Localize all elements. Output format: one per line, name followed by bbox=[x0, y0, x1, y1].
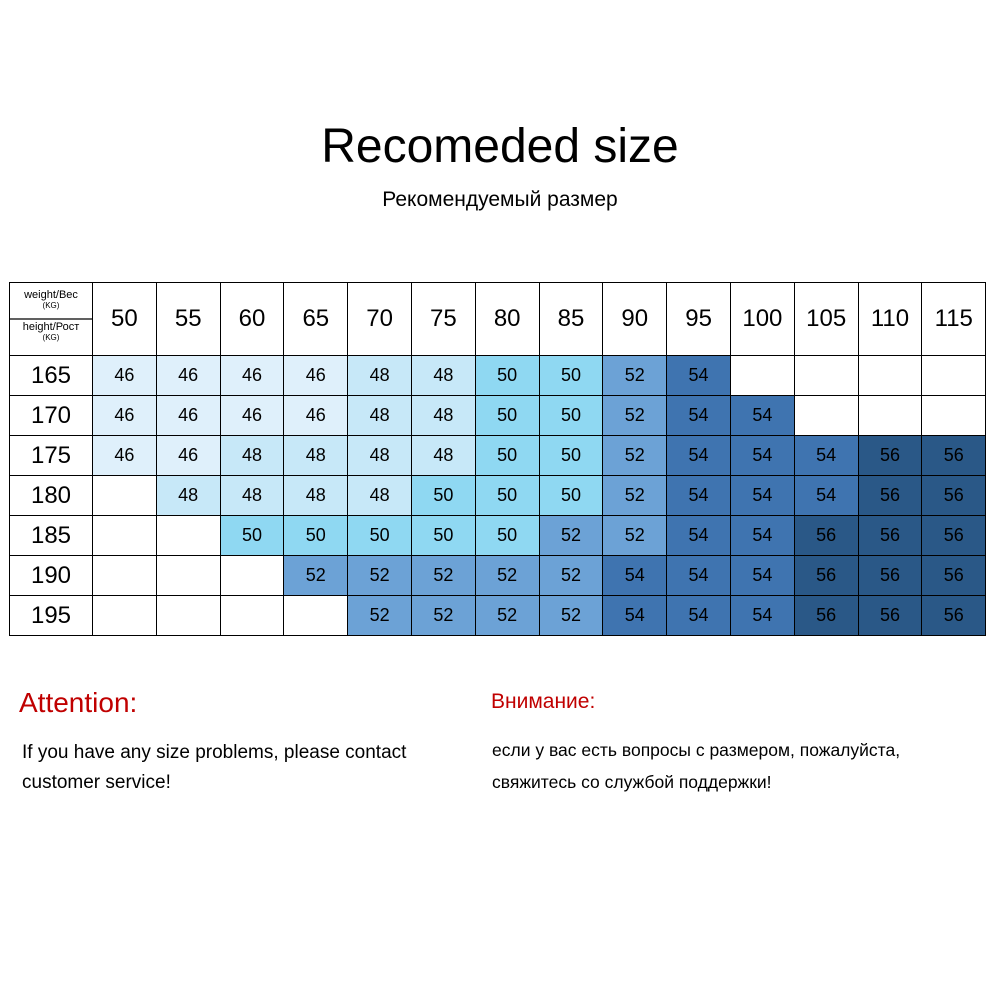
size-cell: 54 bbox=[603, 556, 667, 596]
attention-text-ru bbox=[492, 734, 992, 798]
size-cell: 54 bbox=[794, 436, 858, 476]
table-row bbox=[10, 516, 986, 556]
weight-axis-label bbox=[10, 289, 92, 311]
weight-label: weight/Вес bbox=[24, 289, 78, 301]
size-cell: 50 bbox=[411, 476, 475, 516]
size-cell: 52 bbox=[603, 476, 667, 516]
size-table bbox=[9, 282, 986, 636]
weight-header-cell: 95 bbox=[667, 283, 731, 356]
table-header-row bbox=[10, 283, 986, 356]
weight-unit: (KG) bbox=[42, 301, 60, 310]
size-cell: 56 bbox=[922, 516, 986, 556]
size-cell: 48 bbox=[284, 476, 348, 516]
size-cell bbox=[220, 556, 284, 596]
attention-text-en-line: If you have any size problems, please contact bbox=[22, 742, 407, 763]
size-cell bbox=[93, 516, 157, 556]
size-cell: 52 bbox=[284, 556, 348, 596]
weight-header-cell: 115 bbox=[922, 283, 986, 356]
size-cell: 48 bbox=[348, 356, 412, 396]
height-header-cell: 195 bbox=[10, 596, 93, 636]
size-cell: 46 bbox=[220, 356, 284, 396]
weight-header-cell: 60 bbox=[220, 283, 284, 356]
height-header-cell: 180 bbox=[10, 476, 93, 516]
size-cell: 54 bbox=[794, 476, 858, 516]
weight-header-cell: 65 bbox=[284, 283, 348, 356]
size-cell bbox=[794, 356, 858, 396]
attention-text-ru-line: если у вас есть вопросы с размером, пожалуйста, bbox=[492, 740, 901, 760]
table-row bbox=[10, 556, 986, 596]
weight-header-cell: 70 bbox=[348, 283, 412, 356]
size-cell: 56 bbox=[794, 596, 858, 636]
weight-header-cell: 90 bbox=[603, 283, 667, 356]
size-cell: 56 bbox=[794, 556, 858, 596]
height-header-cell: 165 bbox=[10, 356, 93, 396]
size-cell: 56 bbox=[858, 516, 922, 556]
size-cell: 48 bbox=[348, 436, 412, 476]
size-cell: 54 bbox=[667, 596, 731, 636]
size-cell: 52 bbox=[603, 516, 667, 556]
size-cell bbox=[93, 476, 157, 516]
weight-header-cell: 55 bbox=[156, 283, 220, 356]
size-cell: 52 bbox=[348, 596, 412, 636]
size-cell bbox=[156, 516, 220, 556]
table-row bbox=[10, 356, 986, 396]
size-cell bbox=[794, 396, 858, 436]
table-row bbox=[10, 436, 986, 476]
size-cell: 54 bbox=[730, 436, 794, 476]
size-cell: 54 bbox=[667, 516, 731, 556]
size-cell: 52 bbox=[348, 556, 412, 596]
size-cell: 50 bbox=[475, 476, 539, 516]
size-cell: 56 bbox=[922, 596, 986, 636]
attention-text-en-line: customer service! bbox=[22, 772, 171, 793]
height-header-cell: 175 bbox=[10, 436, 93, 476]
table-row bbox=[10, 396, 986, 436]
size-cell: 52 bbox=[603, 356, 667, 396]
size-cell: 50 bbox=[539, 396, 603, 436]
size-cell: 48 bbox=[411, 356, 475, 396]
size-cell: 48 bbox=[348, 476, 412, 516]
size-cell: 54 bbox=[730, 556, 794, 596]
size-cell: 50 bbox=[475, 516, 539, 556]
size-cell bbox=[922, 396, 986, 436]
weight-header-cell: 110 bbox=[858, 283, 922, 356]
size-cell: 50 bbox=[475, 356, 539, 396]
size-cell: 56 bbox=[922, 476, 986, 516]
table-row bbox=[10, 596, 986, 636]
size-cell: 46 bbox=[156, 396, 220, 436]
size-cell: 50 bbox=[220, 516, 284, 556]
size-cell: 52 bbox=[411, 596, 475, 636]
size-cell: 56 bbox=[794, 516, 858, 556]
size-cell: 52 bbox=[411, 556, 475, 596]
attention-text-en bbox=[22, 738, 472, 798]
height-axis-label bbox=[10, 321, 92, 343]
height-header-cell: 170 bbox=[10, 396, 93, 436]
size-cell bbox=[284, 596, 348, 636]
size-cell: 54 bbox=[667, 396, 731, 436]
size-cell bbox=[858, 356, 922, 396]
attention-title-en: Attention: bbox=[19, 687, 138, 718]
size-cell: 52 bbox=[603, 396, 667, 436]
size-cell: 52 bbox=[539, 516, 603, 556]
size-cell: 50 bbox=[539, 436, 603, 476]
page-subtitle: Рекомендуемый размер bbox=[382, 188, 618, 211]
size-cell: 46 bbox=[93, 396, 157, 436]
size-cell: 56 bbox=[858, 436, 922, 476]
size-cell: 56 bbox=[858, 596, 922, 636]
height-header-cell: 190 bbox=[10, 556, 93, 596]
size-cell bbox=[156, 596, 220, 636]
size-cell: 50 bbox=[539, 356, 603, 396]
size-cell: 46 bbox=[284, 396, 348, 436]
size-cell: 52 bbox=[603, 436, 667, 476]
page-title: Recomeded size bbox=[321, 120, 679, 173]
size-cell: 54 bbox=[603, 596, 667, 636]
size-cell: 48 bbox=[220, 476, 284, 516]
size-cell bbox=[922, 356, 986, 396]
size-cell: 46 bbox=[93, 436, 157, 476]
weight-header-cell: 100 bbox=[730, 283, 794, 356]
size-cell bbox=[93, 596, 157, 636]
size-cell: 54 bbox=[730, 596, 794, 636]
size-cell: 46 bbox=[284, 356, 348, 396]
size-cell: 50 bbox=[284, 516, 348, 556]
size-cell: 50 bbox=[475, 396, 539, 436]
size-cell bbox=[220, 596, 284, 636]
size-cell: 50 bbox=[411, 516, 475, 556]
size-cell: 50 bbox=[475, 436, 539, 476]
size-cell: 56 bbox=[922, 556, 986, 596]
size-cell: 54 bbox=[667, 436, 731, 476]
size-cell: 54 bbox=[667, 476, 731, 516]
size-cell bbox=[156, 556, 220, 596]
size-cell: 46 bbox=[220, 396, 284, 436]
size-cell: 48 bbox=[284, 436, 348, 476]
size-cell: 54 bbox=[667, 356, 731, 396]
size-cell: 46 bbox=[156, 436, 220, 476]
size-cell bbox=[730, 356, 794, 396]
size-cell: 52 bbox=[475, 596, 539, 636]
size-cell: 56 bbox=[858, 476, 922, 516]
size-cell bbox=[93, 556, 157, 596]
height-label: height/Рост bbox=[22, 321, 80, 333]
table-row bbox=[10, 476, 986, 516]
size-cell: 52 bbox=[539, 556, 603, 596]
weight-header-cell: 80 bbox=[475, 283, 539, 356]
size-cell: 52 bbox=[539, 596, 603, 636]
size-cell: 54 bbox=[730, 396, 794, 436]
size-cell: 46 bbox=[93, 356, 157, 396]
size-cell: 48 bbox=[220, 436, 284, 476]
size-cell: 54 bbox=[730, 516, 794, 556]
size-cell: 56 bbox=[858, 556, 922, 596]
size-cell: 48 bbox=[411, 436, 475, 476]
size-cell: 52 bbox=[475, 556, 539, 596]
size-cell: 46 bbox=[156, 356, 220, 396]
size-cell: 50 bbox=[539, 476, 603, 516]
height-header-cell: 185 bbox=[10, 516, 93, 556]
attention-text-ru-line: свяжитесь со службой поддержки! bbox=[492, 772, 772, 792]
table-corner-cell bbox=[10, 283, 93, 356]
weight-header-cell: 50 bbox=[93, 283, 157, 356]
weight-header-cell: 85 bbox=[539, 283, 603, 356]
weight-header-cell: 105 bbox=[794, 283, 858, 356]
height-unit: (KG) bbox=[42, 333, 60, 342]
attention-title-ru: Внимание: bbox=[491, 690, 596, 713]
size-cell bbox=[858, 396, 922, 436]
size-cell: 48 bbox=[348, 396, 412, 436]
size-cell: 48 bbox=[411, 396, 475, 436]
size-cell: 48 bbox=[156, 476, 220, 516]
size-cell: 50 bbox=[348, 516, 412, 556]
size-cell: 54 bbox=[730, 476, 794, 516]
weight-header-cell: 75 bbox=[411, 283, 475, 356]
size-cell: 56 bbox=[922, 436, 986, 476]
size-cell: 54 bbox=[667, 556, 731, 596]
